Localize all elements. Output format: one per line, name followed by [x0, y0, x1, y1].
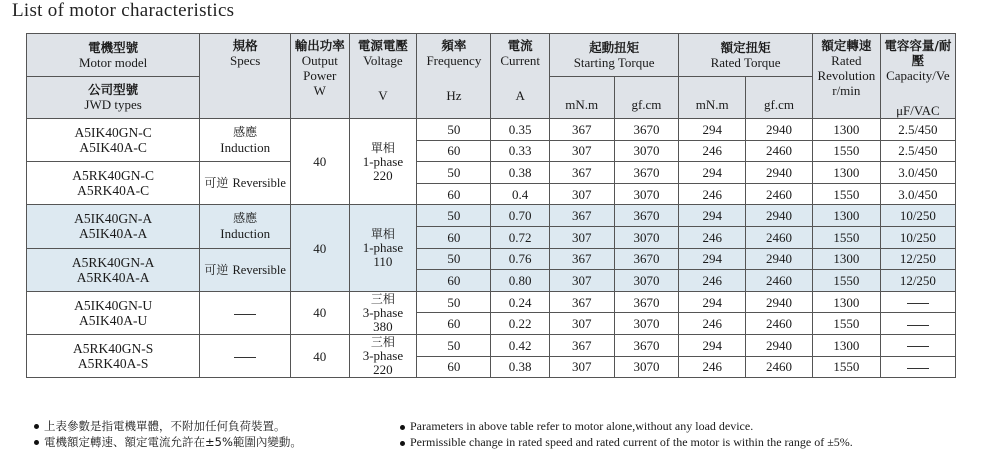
rated-speed-cell: 1300 — [812, 334, 880, 356]
rated-speed-cell: 1300 — [812, 291, 880, 313]
output-cell: 40 — [291, 334, 349, 377]
model-cell — [27, 119, 200, 162]
capacity-dash — [880, 291, 955, 313]
model-cell — [27, 248, 200, 291]
starting-torque-gfcm: 3070 — [614, 270, 679, 292]
model-cell — [27, 334, 200, 377]
capacity-cell: 2.5/450 — [880, 119, 955, 141]
starting-torque-gfcm: 3670 — [614, 162, 679, 184]
header-output: 輸出功率 Output Power W — [291, 34, 349, 119]
rated-torque-gfcm: 2940 — [746, 205, 813, 227]
table-row — [27, 248, 956, 270]
rated-speed-cell: 1300 — [812, 162, 880, 184]
header-capacity: 電容容量/耐壓 Capacity/Ve μF/VAC — [880, 34, 955, 119]
frequency-cell: 50 — [417, 205, 491, 227]
table-row — [27, 205, 956, 227]
rated-torque-mnm: 246 — [679, 356, 746, 378]
current-cell: 0.35 — [491, 119, 549, 141]
rated-torque-gfcm: 2460 — [746, 226, 813, 248]
voltage-voltage_v: 110 — [373, 254, 393, 270]
starting-torque-mnm: 307 — [549, 226, 614, 248]
notes-chinese — [34, 418, 302, 450]
voltage-voltage_v: 220 — [373, 362, 393, 378]
output-cell: 40 — [291, 291, 349, 334]
capacity-cell: 3.0/450 — [880, 183, 955, 205]
rated-torque-gfcm: 2460 — [746, 270, 813, 292]
spec-cell — [200, 205, 291, 248]
starting-torque-mnm: 367 — [549, 162, 614, 184]
frequency-cell: 50 — [417, 248, 491, 270]
rated-torque-mnm: 246 — [679, 183, 746, 205]
current-cell: 0.38 — [491, 162, 549, 184]
header-rated-unit-gfcm: gf.cm — [746, 76, 813, 119]
motor-characteristics-table — [26, 33, 956, 378]
rated-speed-cell: 1550 — [812, 356, 880, 378]
rated-torque-gfcm: 2460 — [746, 356, 813, 378]
output-cell: 40 — [291, 119, 349, 205]
voltage-cell — [349, 291, 417, 334]
model-name: A5RK40GN-S — [73, 341, 154, 357]
capacity-cell: 10/250 — [880, 205, 955, 227]
dash-mark — [234, 357, 256, 358]
current-cell: 0.33 — [491, 140, 549, 162]
spec-dash — [200, 291, 291, 334]
voltage-voltage_v: 220 — [373, 167, 393, 183]
spec-label-en: Induction — [220, 226, 271, 242]
rated-torque-mnm: 294 — [679, 162, 746, 184]
table-row — [27, 162, 956, 184]
starting-torque-mnm: 307 — [549, 313, 614, 335]
frequency-cell: 50 — [417, 291, 491, 313]
frequency-cell: 60 — [417, 313, 491, 335]
rated-torque-mnm: 246 — [679, 270, 746, 292]
current-cell: 0.76 — [491, 248, 549, 270]
note-zh-2: 電機額定轉速、額定電流允許在±5%範圍內變動。 — [34, 434, 302, 450]
current-cell: 0.24 — [491, 291, 549, 313]
voltage-cell — [349, 119, 417, 205]
frequency-cell: 50 — [417, 334, 491, 356]
header-start-unit-gfcm: gf.cm — [614, 76, 679, 119]
rated-speed-cell: 1550 — [812, 183, 880, 205]
spec-cell — [200, 119, 291, 162]
voltage-voltage_zh: 三相 — [370, 291, 395, 306]
rated-torque-gfcm: 2940 — [746, 119, 813, 141]
capacity-dash — [880, 313, 955, 335]
header-jwd-types: 公司型號 JWD types — [27, 76, 200, 119]
note-en-2: Permissible change in rated speed and rated current of the motor is within the range of ±5%. — [400, 434, 853, 450]
frequency-cell: 60 — [417, 270, 491, 292]
current-cell: 0.42 — [491, 334, 549, 356]
starting-torque-mnm: 367 — [549, 119, 614, 141]
table-row — [27, 119, 956, 141]
capacity-cell: 12/250 — [880, 248, 955, 270]
starting-torque-gfcm: 3670 — [614, 291, 679, 313]
starting-torque-mnm: 307 — [549, 356, 614, 378]
model-name: A5IK40GN-A — [74, 211, 153, 227]
rated-speed-cell: 1300 — [812, 248, 880, 270]
header-starting-torque: 起動扭矩 Starting Torque — [549, 34, 678, 77]
voltage-voltage_v: 380 — [373, 318, 393, 334]
voltage-voltage_en: 1-phase — [362, 240, 404, 256]
spec-label-en: Induction — [220, 140, 271, 156]
current-cell: 0.4 — [491, 183, 549, 205]
dash-mark — [907, 346, 929, 347]
voltage-voltage_zh: 單相 — [370, 227, 395, 242]
frequency-cell: 60 — [417, 356, 491, 378]
current-cell: 0.38 — [491, 356, 549, 378]
header-current: 電流 Current A — [491, 34, 549, 119]
capacity-dash — [880, 356, 955, 378]
capacity-cell: 12/250 — [880, 270, 955, 292]
starting-torque-gfcm: 3670 — [614, 334, 679, 356]
header-start-unit-mnm: mN.m — [549, 76, 614, 119]
group-3phase-380 — [27, 291, 956, 334]
starting-torque-mnm: 367 — [549, 205, 614, 227]
rated-torque-mnm: 246 — [679, 140, 746, 162]
model-cell — [27, 291, 200, 334]
dash-mark — [234, 314, 256, 315]
spec-cell — [200, 162, 291, 205]
header-rated-unit-mnm: mN.m — [679, 76, 746, 119]
model-name: A5RK40A-S — [77, 356, 149, 372]
output-cell: 40 — [291, 205, 349, 291]
model-name: A5IK40A-C — [79, 140, 147, 156]
rated-speed-cell: 1300 — [812, 205, 880, 227]
dash-mark — [907, 368, 929, 369]
voltage-cell — [349, 334, 417, 377]
frequency-cell: 50 — [417, 162, 491, 184]
header-rated-torque: 額定扭矩 Rated Torque — [679, 34, 813, 77]
current-cell: 0.80 — [491, 270, 549, 292]
note-en-1: Parameters in above table refer to motor alone,without any load device. — [400, 418, 853, 434]
spec-dash — [200, 334, 291, 377]
rated-speed-cell: 1300 — [812, 119, 880, 141]
starting-torque-mnm: 307 — [549, 140, 614, 162]
rated-torque-gfcm: 2940 — [746, 291, 813, 313]
starting-torque-gfcm: 3070 — [614, 356, 679, 378]
capacity-cell: 2.5/450 — [880, 140, 955, 162]
model-name: A5IK40A-A — [79, 226, 148, 242]
spec-label: 可逆 Reversible — [204, 262, 286, 277]
starting-torque-mnm: 307 — [549, 270, 614, 292]
dash-mark — [907, 325, 929, 326]
notes-english — [400, 418, 853, 450]
model-name: A5IK40GN-C — [74, 125, 152, 141]
starting-torque-gfcm: 3670 — [614, 119, 679, 141]
rated-torque-mnm: 246 — [679, 226, 746, 248]
starting-torque-gfcm: 3070 — [614, 313, 679, 335]
spec-label: 可逆 Reversible — [204, 176, 286, 191]
model-cell — [27, 205, 200, 248]
spec-label-zh: 感應 — [233, 125, 258, 140]
rated-torque-gfcm: 2460 — [746, 183, 813, 205]
rated-torque-gfcm: 2460 — [746, 140, 813, 162]
capacity-cell: 3.0/450 — [880, 162, 955, 184]
model-name: A5RK40GN-C — [72, 168, 155, 184]
voltage-voltage_en: 3-phase — [362, 348, 404, 364]
group-1phase-110 — [27, 205, 956, 291]
model-name: A5IK40GN-U — [74, 297, 153, 313]
group-1phase-220 — [27, 119, 956, 205]
starting-torque-gfcm: 3670 — [614, 205, 679, 227]
rated-torque-mnm: 294 — [679, 205, 746, 227]
model-name: A5RK40A-A — [76, 269, 150, 285]
header-rated-speed: 額定轉速 Rated Revolution r/min — [812, 34, 880, 119]
starting-torque-gfcm: 3070 — [614, 226, 679, 248]
capacity-cell: 10/250 — [880, 226, 955, 248]
starting-torque-mnm: 367 — [549, 291, 614, 313]
starting-torque-gfcm: 3670 — [614, 248, 679, 270]
header-voltage: 電源電壓 Voltage V — [349, 34, 417, 119]
rated-speed-cell: 1550 — [812, 313, 880, 335]
table-row — [27, 291, 956, 313]
model-name: A5IK40A-U — [79, 312, 148, 328]
starting-torque-gfcm: 3070 — [614, 140, 679, 162]
model-cell — [27, 162, 200, 205]
rated-torque-mnm: 294 — [679, 248, 746, 270]
rated-speed-cell: 1550 — [812, 270, 880, 292]
spec-cell — [200, 248, 291, 291]
rated-torque-mnm: 294 — [679, 291, 746, 313]
header-specs: 規格 Specs — [200, 34, 291, 119]
note-zh-1: 上表參數是指電機單體，不附加任何負荷裝置。 — [34, 418, 302, 434]
voltage-voltage_zh: 三相 — [370, 335, 395, 350]
rated-torque-gfcm: 2940 — [746, 334, 813, 356]
rated-torque-mnm: 294 — [679, 119, 746, 141]
starting-torque-gfcm: 3070 — [614, 183, 679, 205]
voltage-voltage_en: 3-phase — [362, 304, 404, 320]
rated-torque-gfcm: 2940 — [746, 248, 813, 270]
rated-speed-cell: 1550 — [812, 140, 880, 162]
rated-torque-mnm: 294 — [679, 334, 746, 356]
starting-torque-mnm: 367 — [549, 334, 614, 356]
voltage-cell — [349, 205, 417, 291]
table-row — [27, 334, 956, 356]
current-cell: 0.70 — [491, 205, 549, 227]
group-3phase-220 — [27, 334, 956, 377]
rated-torque-gfcm: 2460 — [746, 313, 813, 335]
header-motor-model: 電機型號 Motor model — [27, 34, 200, 77]
header-frequency: 頻率 Frequency Hz — [417, 34, 491, 119]
frequency-cell: 60 — [417, 140, 491, 162]
frequency-cell: 60 — [417, 183, 491, 205]
rated-speed-cell: 1550 — [812, 226, 880, 248]
dash-mark — [907, 303, 929, 304]
voltage-voltage_en: 1-phase — [362, 153, 404, 169]
rated-torque-gfcm: 2940 — [746, 162, 813, 184]
capacity-dash — [880, 334, 955, 356]
model-name: A5RK40GN-A — [71, 254, 155, 270]
current-cell: 0.22 — [491, 313, 549, 335]
voltage-voltage_zh: 單相 — [370, 140, 395, 155]
current-cell: 0.72 — [491, 226, 549, 248]
frequency-cell: 50 — [417, 119, 491, 141]
rated-torque-mnm: 246 — [679, 313, 746, 335]
page-title: List of motor characteristics — [12, 0, 235, 21]
frequency-cell: 60 — [417, 226, 491, 248]
starting-torque-mnm: 367 — [549, 248, 614, 270]
starting-torque-mnm: 307 — [549, 183, 614, 205]
spec-label-zh: 感應 — [233, 211, 258, 226]
model-name: A5RK40A-C — [77, 183, 150, 199]
